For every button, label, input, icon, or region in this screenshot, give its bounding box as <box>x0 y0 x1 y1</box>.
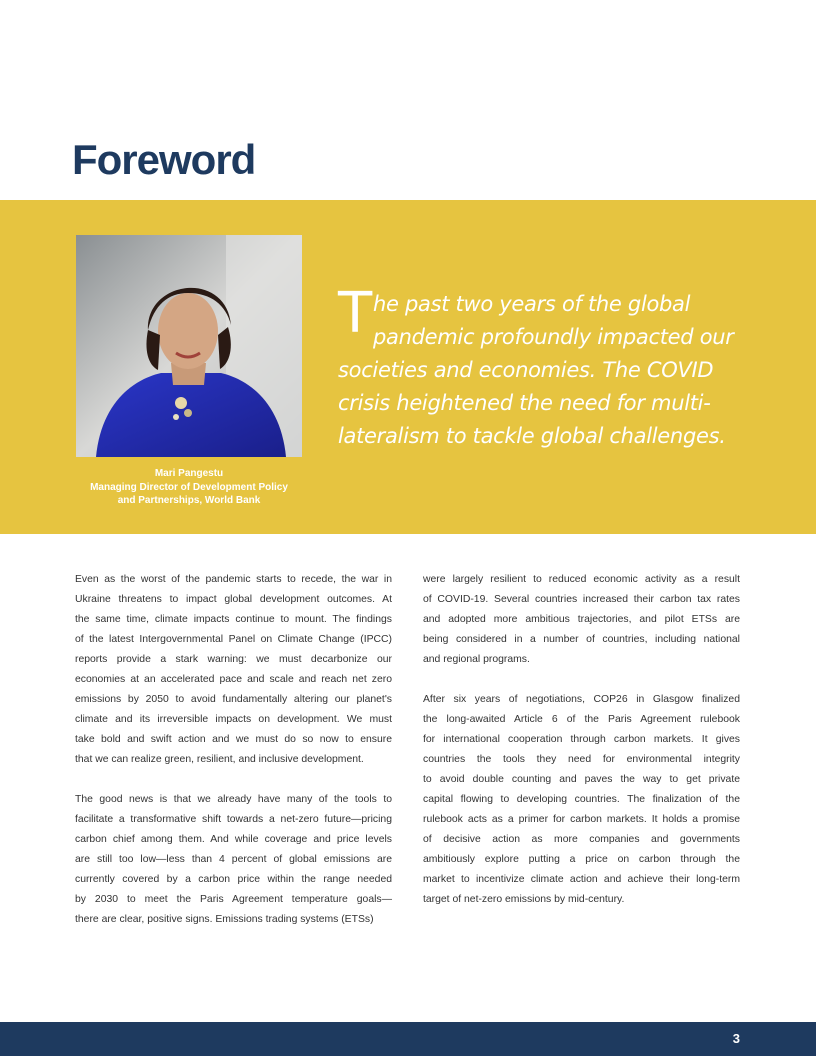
portrait-photo <box>76 235 302 457</box>
person-role-line1: Managing Director of Development Policy <box>90 481 288 493</box>
body-line: are still too low—less than 4 percent of global emissions are <box>75 854 392 865</box>
body-line: and regional programs. <box>423 654 530 665</box>
person-role-line2: and Partnerships, World Bank <box>117 495 261 506</box>
body-line: currently covered by a carbon price within the range needed <box>75 874 392 885</box>
body-line: take bold and swift action and we must do so now to ensure <box>75 734 392 745</box>
body-line: Ukraine threatens to impact global development outcomes. At <box>75 594 392 605</box>
quote-line: pandemic profoundly impacted our <box>373 325 734 349</box>
body-line: of decisive action as more companies and governments <box>423 834 740 845</box>
body-line: climate and its irreversible impacts on development. We must <box>75 714 392 725</box>
quote-line: crisis heightened the need for multi- <box>338 391 711 415</box>
person-name: Mari Pangestu <box>154 468 224 479</box>
quote-line: societies and economies. The COVID <box>338 358 714 382</box>
body-line: the long-awaited Article 6 of the Paris Agreement rulebook <box>423 714 740 725</box>
body-line: being considered in a number of countries, including national <box>423 634 740 645</box>
body-line: After six years of negotiations, COP26 in Glasgow finalized <box>423 694 740 705</box>
body-line: countries the tools they need for environmental integrity <box>423 754 740 765</box>
quote-dropcap: T <box>338 281 372 346</box>
body-line: there are clear, positive signs. Emissions trading systems (ETSs) <box>75 914 374 925</box>
body-column-left <box>75 570 392 950</box>
body-line: reports provide a stark warning: we must decarbonize our <box>75 654 392 665</box>
body-line: emissions by 2050 to avoid fundamentally altering our planet's <box>75 694 392 705</box>
body-line: carbon chief among them. And while coverage and price levels <box>75 834 392 845</box>
body-line: market to incentivize climate action and achieve their long-term <box>423 874 740 885</box>
quote-line: lateralism to tackle global challenges. <box>338 424 726 448</box>
body-line: that we can realize green, resilient, and inclusive development. <box>75 754 364 765</box>
body-line: and adopted more ambitious trajectories, and pilot ETSs are <box>423 614 740 625</box>
pull-quote <box>338 281 758 453</box>
body-line: of COVID-19. Several countries increased their carbon tax rates <box>423 594 740 605</box>
body-line: to avoid double counting and paves the way to get private <box>423 774 740 785</box>
page-footer <box>0 1022 816 1056</box>
body-line: The good news is that we already have many of the tools to <box>75 794 392 805</box>
portrait-caption <box>70 467 308 508</box>
quote-text: he past two years of the global <box>373 292 691 316</box>
body-paragraph <box>423 570 740 670</box>
body-paragraph <box>423 690 740 910</box>
body-line: Even as the worst of the pandemic starts to recede, the war in <box>75 574 392 585</box>
body-line: capital flowing to developing countries. The finalization of the <box>423 794 740 805</box>
body-line: ambitiously explore putting a price on carbon through the <box>423 854 740 865</box>
body-line: of the latest Intergovernmental Panel on Climate Change (IPCC) <box>75 634 392 645</box>
page-title: Foreword <box>72 136 256 183</box>
body-line: were largely resilient to reduced economic activity as a result <box>423 574 740 585</box>
body-line: target of net-zero emissions by mid-century. <box>423 894 625 905</box>
page-number: 3 <box>732 1031 740 1046</box>
body-line: rulebook acts as a primer for carbon markets. It holds a promise <box>423 814 740 825</box>
body-paragraph <box>75 790 392 930</box>
body-line: for international cooperation through carbon markets. It gives <box>423 734 740 745</box>
body-line: economies at an accelerated pace and scale and reach net zero <box>75 674 392 685</box>
body-line: facilitate a transformative shift towards a net-zero future—pricing <box>75 814 392 825</box>
feature-band <box>0 200 816 534</box>
body-column-right <box>423 570 740 930</box>
body-paragraph <box>75 570 392 770</box>
body-line: by 2030 to meet the Paris Agreement temperature goals— <box>75 894 392 905</box>
body-line: the same time, climate impacts continue to mount. The findings <box>75 614 392 625</box>
